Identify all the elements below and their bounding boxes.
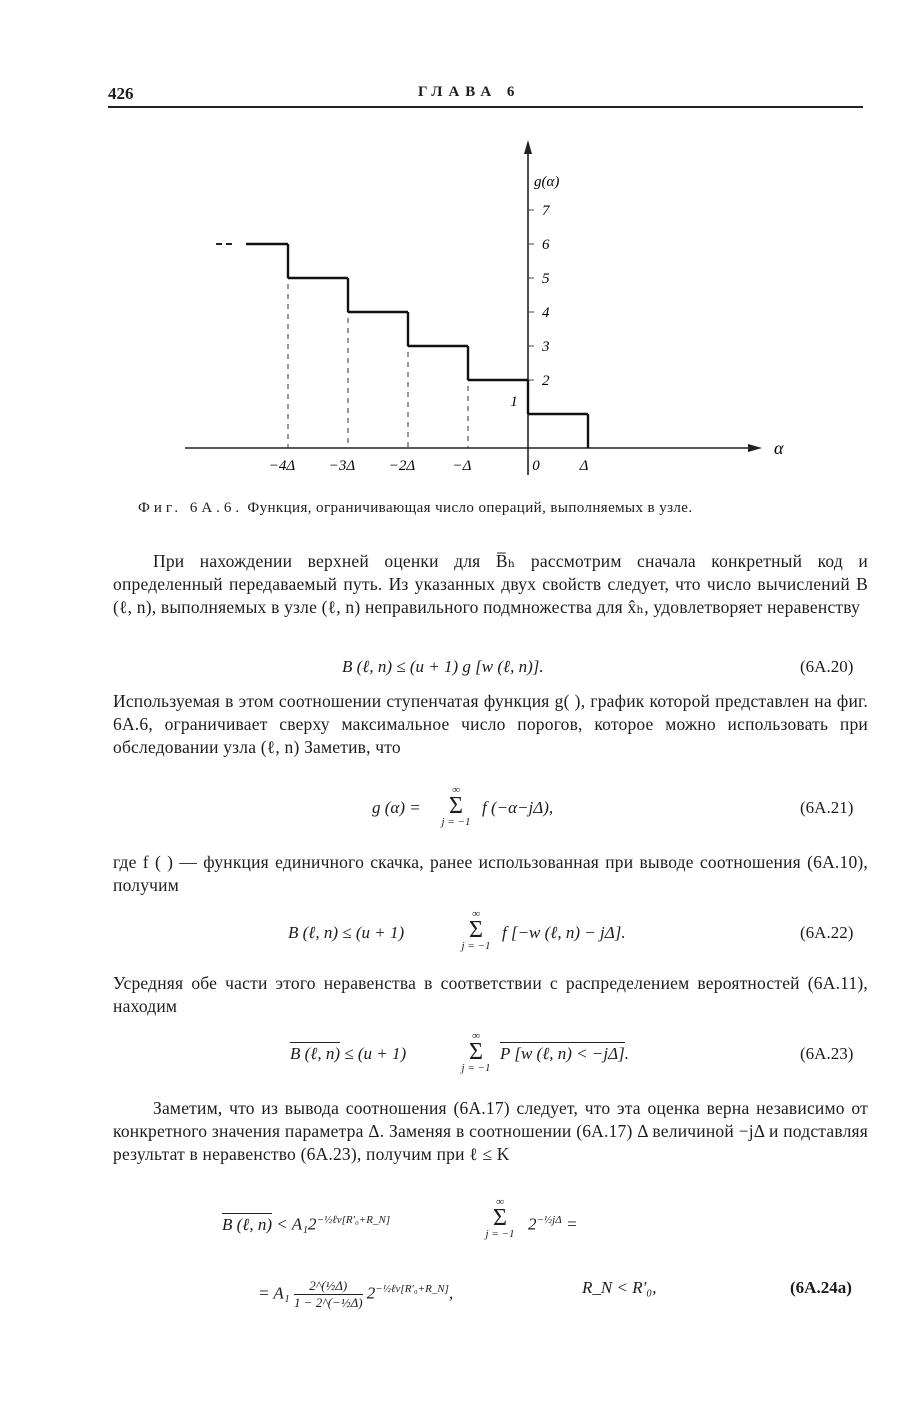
paragraph-4: Усредняя обе части этого неравенства в соответствии с распределением вероятностей (6А.11), находим	[113, 973, 868, 1016]
eq24-line2-b: 2	[366, 1283, 376, 1303]
equation-6a24-line1	[222, 1214, 390, 1235]
sum-lower-limit: j = −1	[441, 816, 471, 828]
axis-labels	[269, 174, 784, 474]
page-number: 426	[108, 84, 134, 103]
x-tick-label: −Δ	[452, 458, 472, 474]
fraction-denominator: 1 − 2^(−½Δ)	[293, 1295, 363, 1310]
sum-upper-limit: ∞	[496, 1196, 504, 1208]
average-b: B (ℓ, n)	[290, 1044, 341, 1063]
x-axis-arrow	[748, 444, 762, 452]
sum-lower-limit: j = −1	[461, 1062, 491, 1074]
sum-upper-limit: ∞	[452, 784, 460, 796]
equation-6a20: B (ℓ, n) ≤ (u + 1) g [w (ℓ, n)].	[342, 657, 544, 676]
fraction-numerator: 2^(½Δ)	[294, 1278, 363, 1295]
equation-6a24-condition: R_N < R′₀,	[582, 1278, 657, 1297]
sum-lower-limit: j = −1	[461, 940, 491, 952]
y-tick-label: 4	[542, 305, 550, 321]
sum-6a24	[482, 1196, 518, 1240]
sum-upper-limit: ∞	[472, 1030, 480, 1042]
x-tick-label: −3Δ	[328, 458, 356, 474]
caption-label: Фиг. 6А.6.	[138, 500, 244, 516]
sum-symbol: Σ	[469, 1039, 483, 1065]
average-b: B (ℓ, n)	[222, 1214, 273, 1234]
y-axis-arrow	[524, 140, 532, 154]
sum-upper-limit: ∞	[472, 908, 480, 920]
axes	[185, 140, 762, 475]
x-tick-label: Δ	[579, 458, 589, 474]
y-axis-label: g(α)	[534, 174, 560, 190]
sum-symbol: Σ	[493, 1205, 507, 1231]
y-tick-label: 5	[542, 271, 550, 287]
y-tick-label: 1	[510, 394, 518, 410]
eq24-line1-exponent2: −½jΔ	[536, 1214, 562, 1226]
step-function-figure	[180, 130, 800, 480]
sum-6a23	[458, 1030, 494, 1074]
equation-number-6a23: (6А.23)	[800, 1044, 854, 1063]
eq24-line2-c: ,	[448, 1283, 454, 1303]
equation-6a22-left: B (ℓ, n) ≤ (u + 1)	[288, 923, 405, 942]
eq24-line2-exponent: −½ℓv[R′₀+R_N]	[375, 1282, 449, 1295]
sum-6a21	[438, 784, 474, 828]
sum-lower-limit: j = −1	[485, 1228, 515, 1240]
equation-6a24-line2	[258, 1278, 453, 1311]
x-tick-label: −4Δ	[268, 458, 296, 474]
sum-6a22	[458, 908, 494, 952]
eq24-line1-a: < A₁2	[276, 1214, 317, 1234]
y-tick-label: 3	[542, 339, 550, 355]
eq24-line2-a: = A₁	[258, 1283, 290, 1303]
equation-6a23	[290, 1044, 406, 1064]
equation-6a23-right	[500, 1044, 629, 1064]
paragraph-5: Заметим, что из вывода соотношения (6А.17) следует, что эта оценка верна независимо от конкретного значения параметра Δ. Заменяя в соотношении (6А.17) Δ величиной −jΔ и подставляя результат в неравенство (6А.23), получим при ℓ ≤ K	[113, 1098, 868, 1164]
x-tick-label: 0	[532, 458, 540, 474]
fraction	[294, 1278, 363, 1311]
eq24-line1-exponent: −½ℓv[R′₀+R_N]	[316, 1214, 391, 1226]
figure-caption	[138, 500, 878, 517]
sum-symbol: Σ	[449, 793, 463, 819]
equation-number-6a21: (6А.21)	[800, 798, 854, 817]
eq23-tail: .	[624, 1044, 629, 1063]
page-header	[108, 84, 863, 108]
sum-symbol: Σ	[469, 917, 483, 943]
equation-6a22-right: f [−w (ℓ, n) − jΔ].	[502, 923, 626, 942]
equation-number-6a20: (6А.20)	[800, 657, 854, 676]
y-tick-label: 7	[542, 203, 550, 219]
equation-6a21-left: g (α) =	[372, 798, 421, 817]
paragraph-2: Используемая в этом соотношении ступенчатая функция g( ), график которой представлен на фиг. 6А.6, ограничивает сверху максимальное число порогов, которое можно использовать при обследовании узла (ℓ, n) Заметив, что	[113, 691, 868, 757]
equation-6a24-line1-right	[528, 1214, 577, 1235]
eq24-line1-b: 2	[528, 1214, 537, 1234]
equation-number-6a24a: (6А.24а)	[790, 1278, 852, 1297]
y-tick-label: 6	[542, 237, 550, 253]
eq24-line1-c: =	[565, 1214, 578, 1234]
paragraph-3: где f ( ) — функция единичного скачка, ранее использованная при выводе соотношения (6А.10), получим	[113, 852, 868, 895]
paragraph-1: При нахождении верхней оценки для B̅ₕ рассмотрим сначала конкретный код и определенный передаваемый путь. Из указанных двух свойств следует, что число вычислений B (ℓ, n), выполняемых в узле (ℓ, n) неправильного подмножества для x̂ₕ, удовлетворяет неравенству	[113, 551, 868, 617]
x-axis-label: α	[774, 438, 784, 458]
caption-text: Функция, ограничивающая число операций, выполняемых в узле.	[247, 500, 693, 516]
average-probability: P [w (ℓ, n) < −jΔ]	[500, 1044, 625, 1063]
x-tick-label: −2Δ	[388, 458, 416, 474]
equation-6a21-right: f (−α−jΔ),	[482, 798, 554, 817]
y-tick-label: 2	[542, 373, 550, 389]
equation-number-6a22: (6А.22)	[800, 923, 854, 942]
eq23-mid: ≤ (u + 1)	[344, 1044, 407, 1063]
chapter-title: ГЛАВА 6	[418, 84, 521, 100]
